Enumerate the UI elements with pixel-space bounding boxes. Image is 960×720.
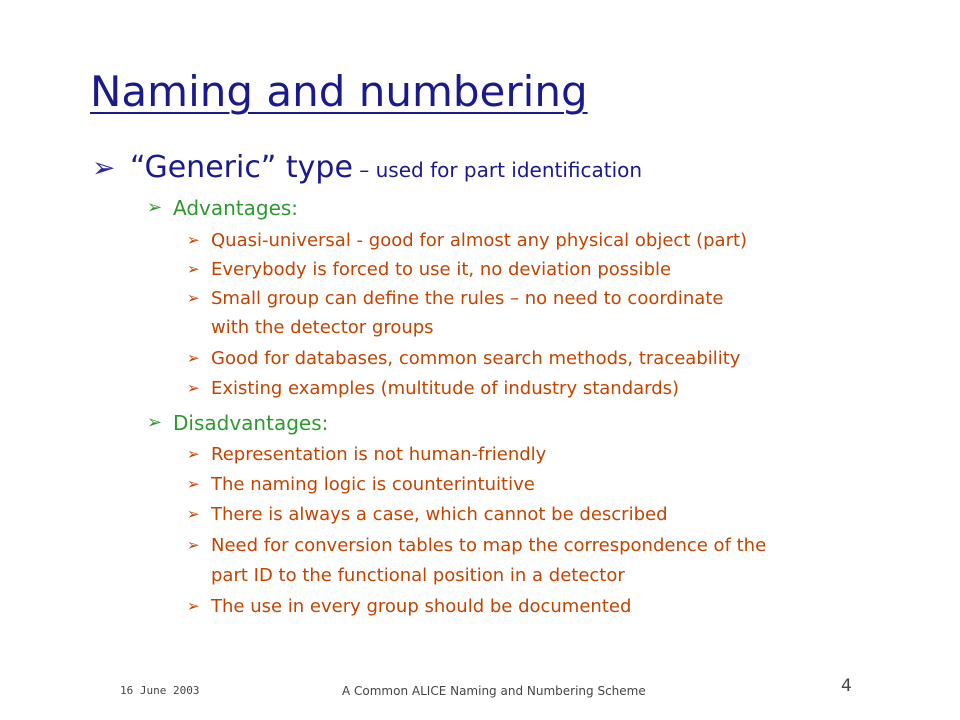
arrow-bullet-icon: ➢ bbox=[147, 197, 163, 218]
arrow-bullet-icon: ➢ bbox=[187, 445, 200, 463]
list-item-text: Everybody is forced to use it, no deviation possible bbox=[211, 259, 672, 280]
page-number: 4 bbox=[841, 676, 852, 696]
list-item-text: Existing examples (multitude of industry standards) bbox=[211, 378, 680, 399]
arrow-bullet-icon: ➢ bbox=[187, 379, 200, 397]
arrow-bullet-icon: ➢ bbox=[187, 505, 200, 523]
heading-main: “Generic” type bbox=[130, 150, 353, 185]
disadvantages-label: Disadvantages: bbox=[173, 411, 329, 435]
list-item-text: There is always a case, which cannot be described bbox=[211, 504, 668, 525]
list-item-text: with the detector groups bbox=[211, 317, 434, 338]
arrow-bullet-icon: ➢ bbox=[187, 349, 200, 367]
heading-text bbox=[130, 146, 642, 192]
list-item-text: The use in every group should be documented bbox=[211, 596, 632, 617]
footer-date: 16 June 2003 bbox=[120, 684, 200, 697]
list-item-text: Quasi-universal - good for almost any physical object (part) bbox=[211, 230, 748, 251]
list-item-text: Small group can define the rules – no need to coordinate bbox=[211, 288, 724, 309]
arrow-bullet-icon: ➢ bbox=[187, 475, 200, 493]
list-item-text: Representation is not human-friendly bbox=[211, 444, 547, 465]
arrow-bullet-icon: ➢ bbox=[187, 260, 200, 278]
arrow-bullet-icon: ➢ bbox=[92, 151, 116, 184]
heading-suffix: – used for part identification bbox=[352, 158, 643, 182]
list-item-text: part ID to the functional position in a detector bbox=[211, 565, 625, 586]
slide-title: Naming and numbering bbox=[90, 67, 588, 116]
advantages-label: Advantages: bbox=[173, 196, 299, 220]
arrow-bullet-icon: ➢ bbox=[187, 536, 200, 554]
arrow-bullet-icon: ➢ bbox=[187, 231, 200, 249]
arrow-bullet-icon: ➢ bbox=[187, 289, 200, 307]
list-item-text: The naming logic is counterintuitive bbox=[211, 474, 535, 495]
list-item-text: Good for databases, common search methods, traceability bbox=[211, 348, 741, 369]
arrow-bullet-icon: ➢ bbox=[187, 597, 200, 615]
list-item-text: Need for conversion tables to map the correspondence of the bbox=[211, 535, 767, 556]
footer-title: A Common ALICE Naming and Numbering Scheme bbox=[342, 684, 646, 698]
arrow-bullet-icon: ➢ bbox=[147, 412, 163, 433]
